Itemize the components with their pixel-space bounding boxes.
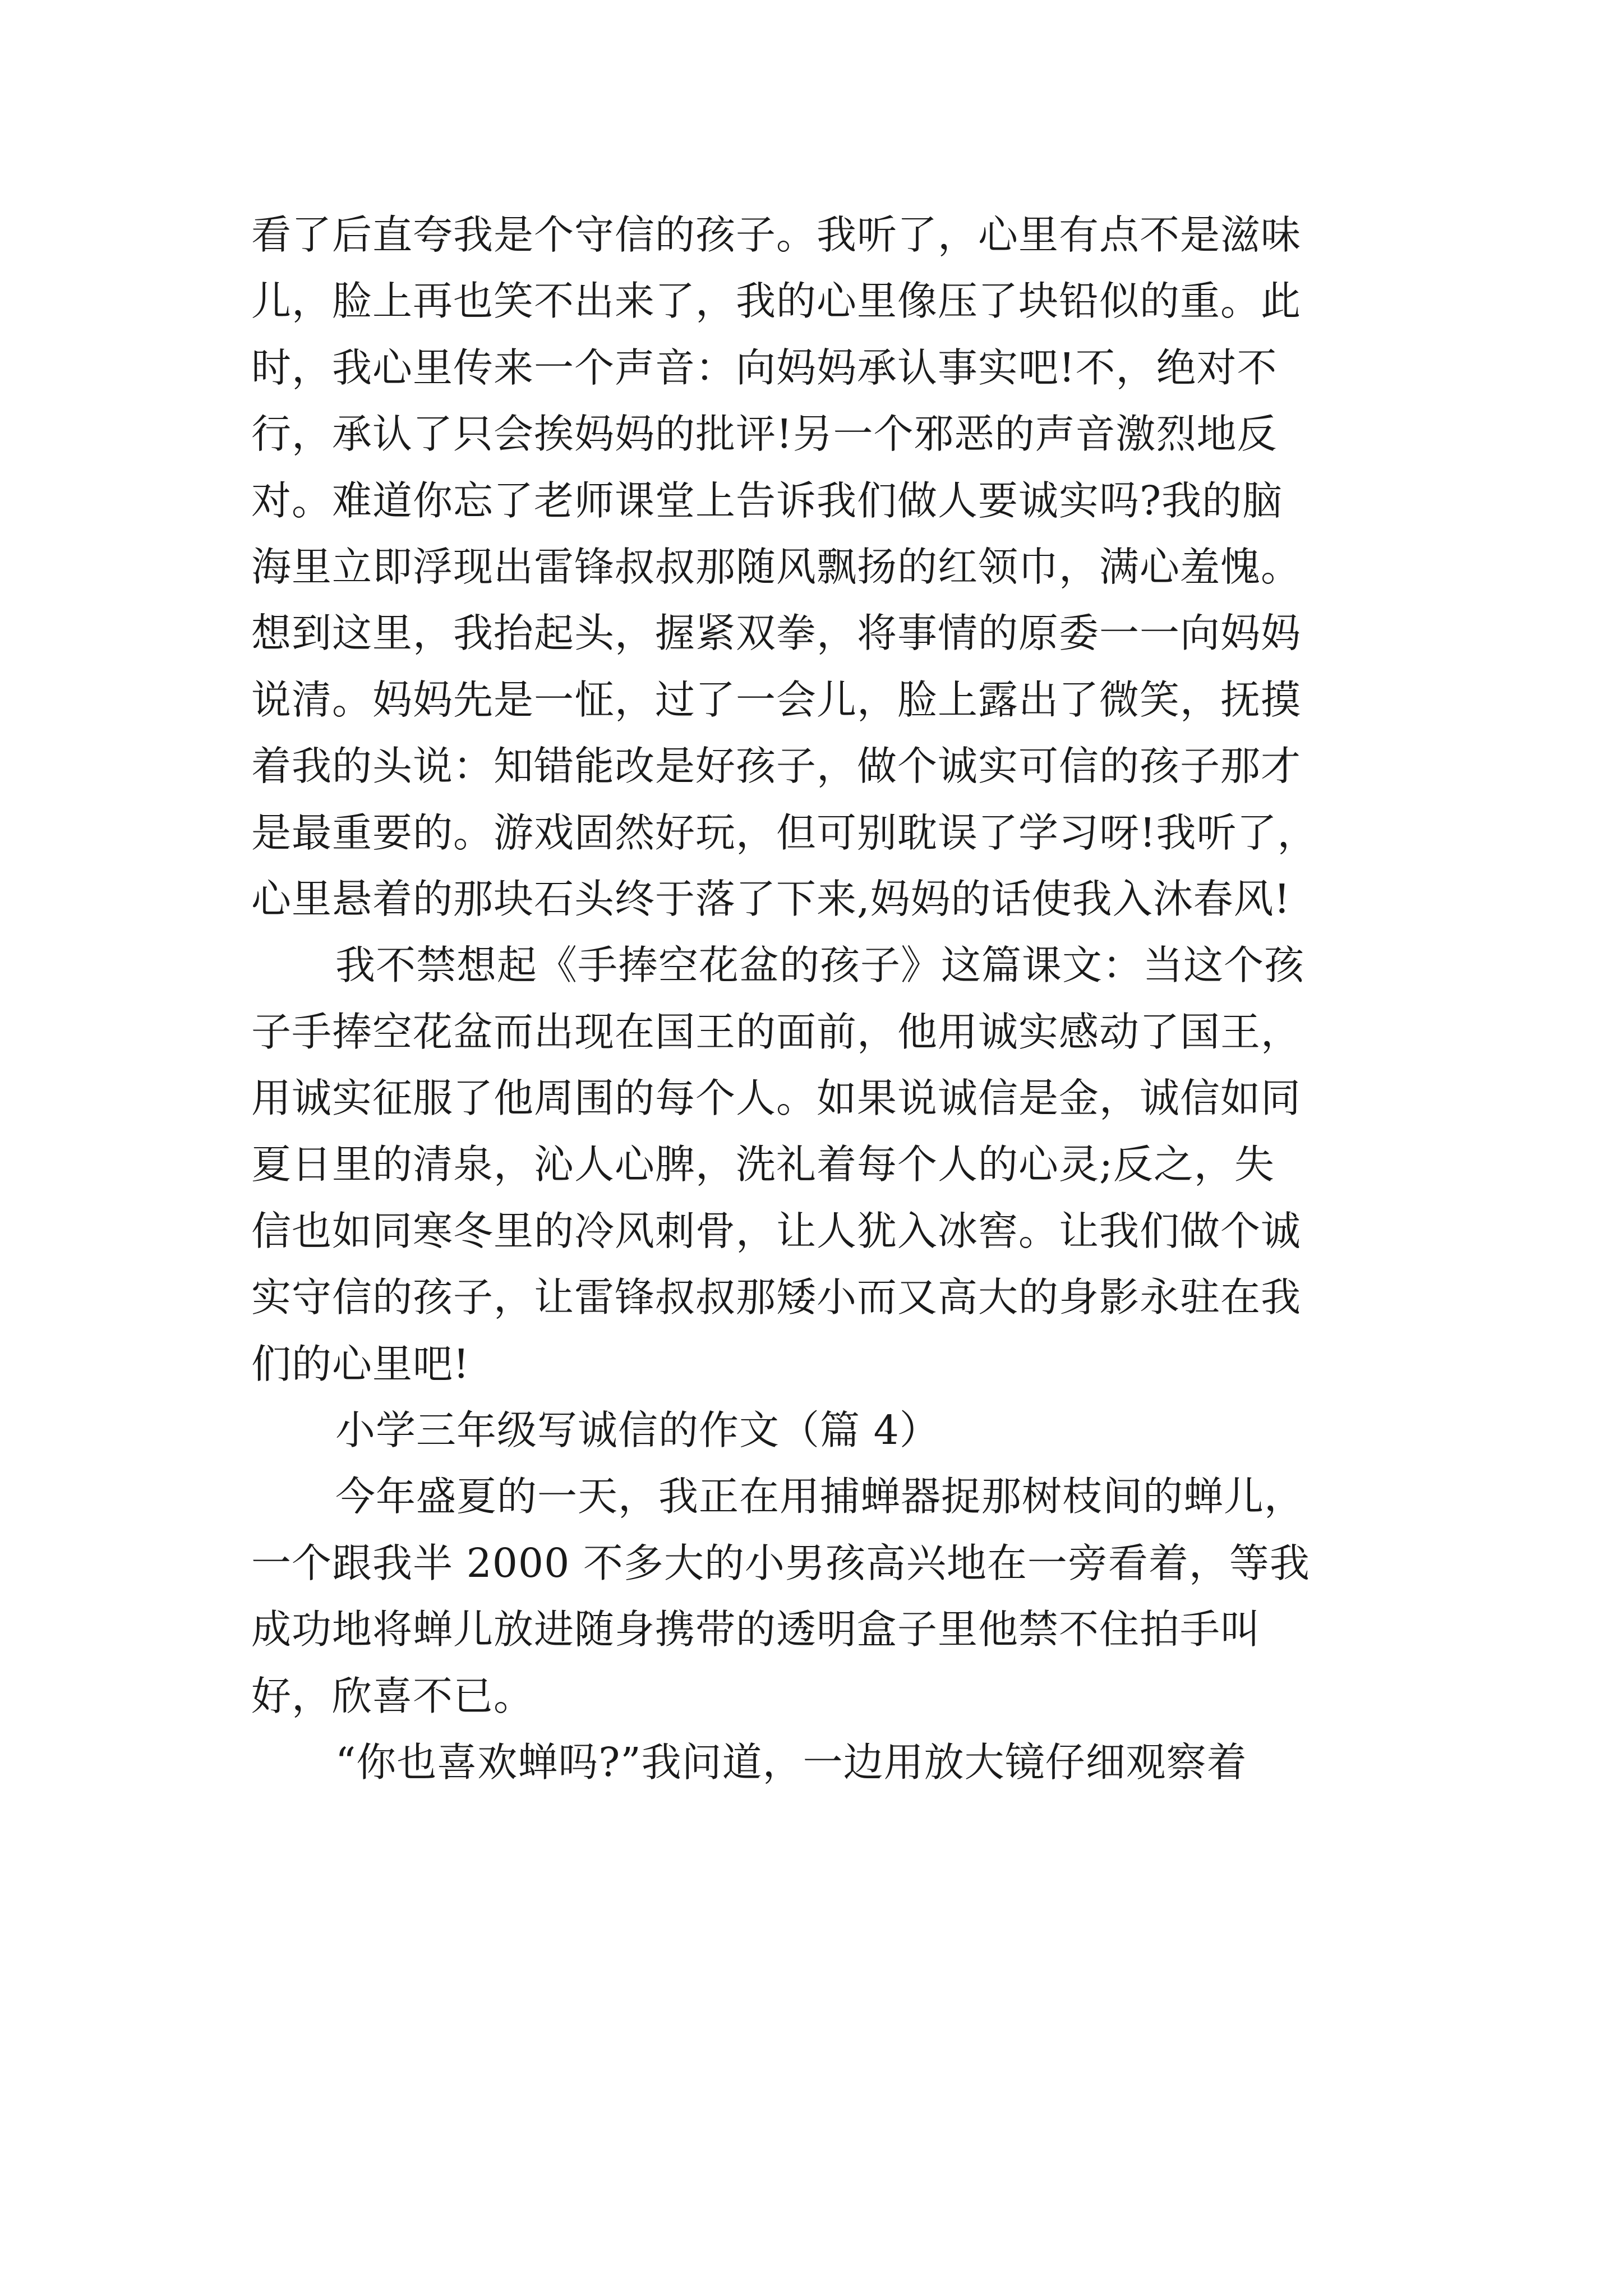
text-line: 心里悬着的那块石头终于落了下来,妈妈的话使我入沐春风! (251, 875, 1291, 922)
text-line: 海里立即浮现出雷锋叔叔那随风飘扬的红领巾，满心羞愧。 (251, 543, 1302, 590)
text-line: “你也喜欢蝉吗?”我问道，一边用放大镜仔细观察着 (335, 1738, 1247, 1786)
text-line: 说清。妈妈先是一怔，过了一会儿，脸上露出了微笑，抚摸 (251, 676, 1302, 723)
document-body (251, 202, 1395, 1796)
text-line: 小学三年级写诚信的作文（篇 4） (335, 1407, 940, 1454)
text-line: 看了后直夸我是个守信的孩子。我听了，心里有点不是滋味 (251, 211, 1302, 258)
text-line: 儿，脸上再也笑不出来了，我的心里像压了块铅似的重。此 (251, 278, 1302, 325)
text-line: 对。难道你忘了老师课堂上告诉我们做人要诚实吗?我的脑 (251, 477, 1283, 524)
text-line: 好，欣喜不已。 (251, 1672, 534, 1719)
text-line: 一个跟我半 2000 不多大的小男孩高兴地在一旁看着，等我 (251, 1539, 1310, 1586)
text-line: 信也如同寒冬里的冷风刺骨，让人犹入冰窖。让我们做个诚 (251, 1207, 1302, 1254)
text-line: 想到这里，我抬起头，握紧双拳，将事情的原委一一向妈妈 (251, 610, 1302, 657)
text-line: 成功地将蝉儿放进随身携带的透明盒子里他禁不住拍手叫 (251, 1606, 1261, 1653)
text-line: 实守信的孩子，让雷锋叔叔那矮小而又高大的身影永驻在我 (251, 1274, 1302, 1321)
text-line: 们的心里吧! (251, 1340, 470, 1387)
text-line: 着我的头说：知错能改是好孩子，做个诚实可信的孩子那才 (251, 743, 1302, 790)
text-line: 子手捧空花盆而出现在国王的面前，他用诚实感动了国王， (251, 1008, 1302, 1055)
text-line: 是最重要的。游戏固然好玩，但可别耽误了学习呀!我听了， (251, 809, 1318, 856)
text-line: 用诚实征服了他周围的每个人。如果说诚信是金，诚信如同 (251, 1075, 1302, 1122)
text-line: 时，我心里传来一个声音：向妈妈承认事实吧!不，绝对不 (251, 344, 1278, 391)
text-line: 我不禁想起《手捧空花盆的孩子》这篇课文：当这个孩 (335, 942, 1305, 989)
text-line: 今年盛夏的一天，我正在用捕蝉器捉那树枝间的蝉儿， (335, 1473, 1305, 1520)
text-line: 夏日里的清泉，沁人心脾，洗礼着每个人的心灵;反之，失 (251, 1141, 1275, 1188)
text-line: 行，承认了只会挨妈妈的批评!另一个邪恶的声音激烈地反 (251, 411, 1278, 458)
